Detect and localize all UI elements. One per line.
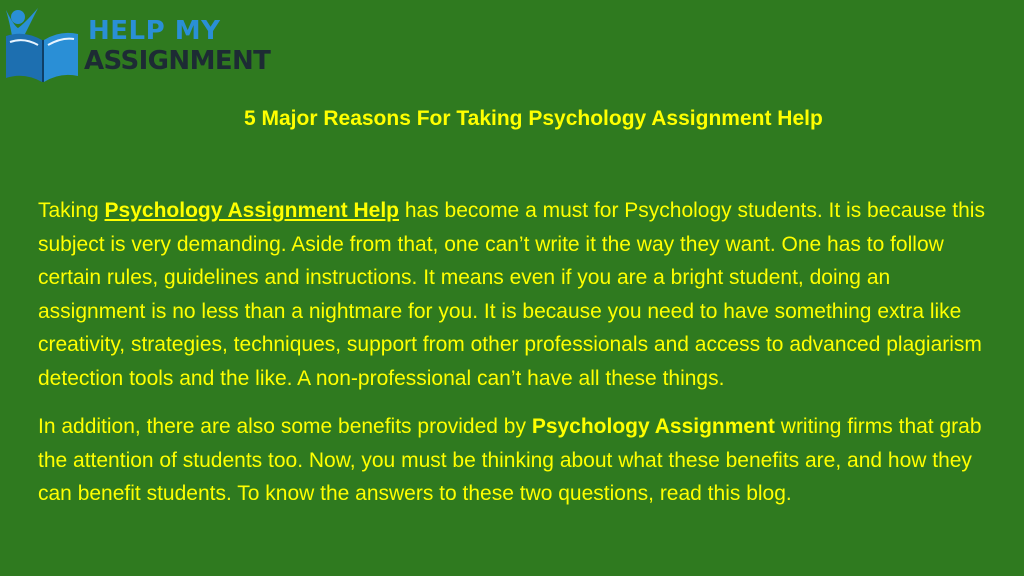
- paragraph-intro: [38, 194, 988, 395]
- paragraph-benefits-lead: In addition, there are also some benefits provided by: [38, 415, 532, 438]
- logo-text-line1: HELP MY: [88, 16, 221, 46]
- psychology-assignment-help-link[interactable]: Psychology Assignment Help: [104, 199, 399, 222]
- psychology-assignment-bold-text: Psychology Assignment: [531, 415, 775, 438]
- paragraph-benefits-rest: writing firms that grab the attention of students too. Now, you must be thinking about what these benefits are, and how they can benefit students. To know the answers to these two questions, read this blog.: [38, 415, 982, 505]
- page-title: 5 Major Reasons For Taking Psychology Assignment Help: [244, 107, 823, 130]
- brand-logo: [4, 6, 274, 86]
- paragraph-intro-lead: Taking: [38, 199, 105, 222]
- paragraph-benefits: [38, 410, 988, 511]
- paragraph-intro-rest: has become a must for Psychology students. It is because this subject is very demanding. Aside from that, one can’t write it the way they want. One has to follow certain rules, guidelines and instructions. It means even if you are a bright student, doing an assignment is no less than a nightmare for you. It is because you need to have something extra like creativity, strategies, techniques, support from other professionals and access to advanced plagiarism detection tools and the like. A non-professional can’t have all these things.: [38, 199, 985, 390]
- person-reading-book-icon: [4, 6, 84, 86]
- logo-text-line2: ASSIGNMENT: [84, 46, 271, 76]
- article-body: [38, 194, 988, 511]
